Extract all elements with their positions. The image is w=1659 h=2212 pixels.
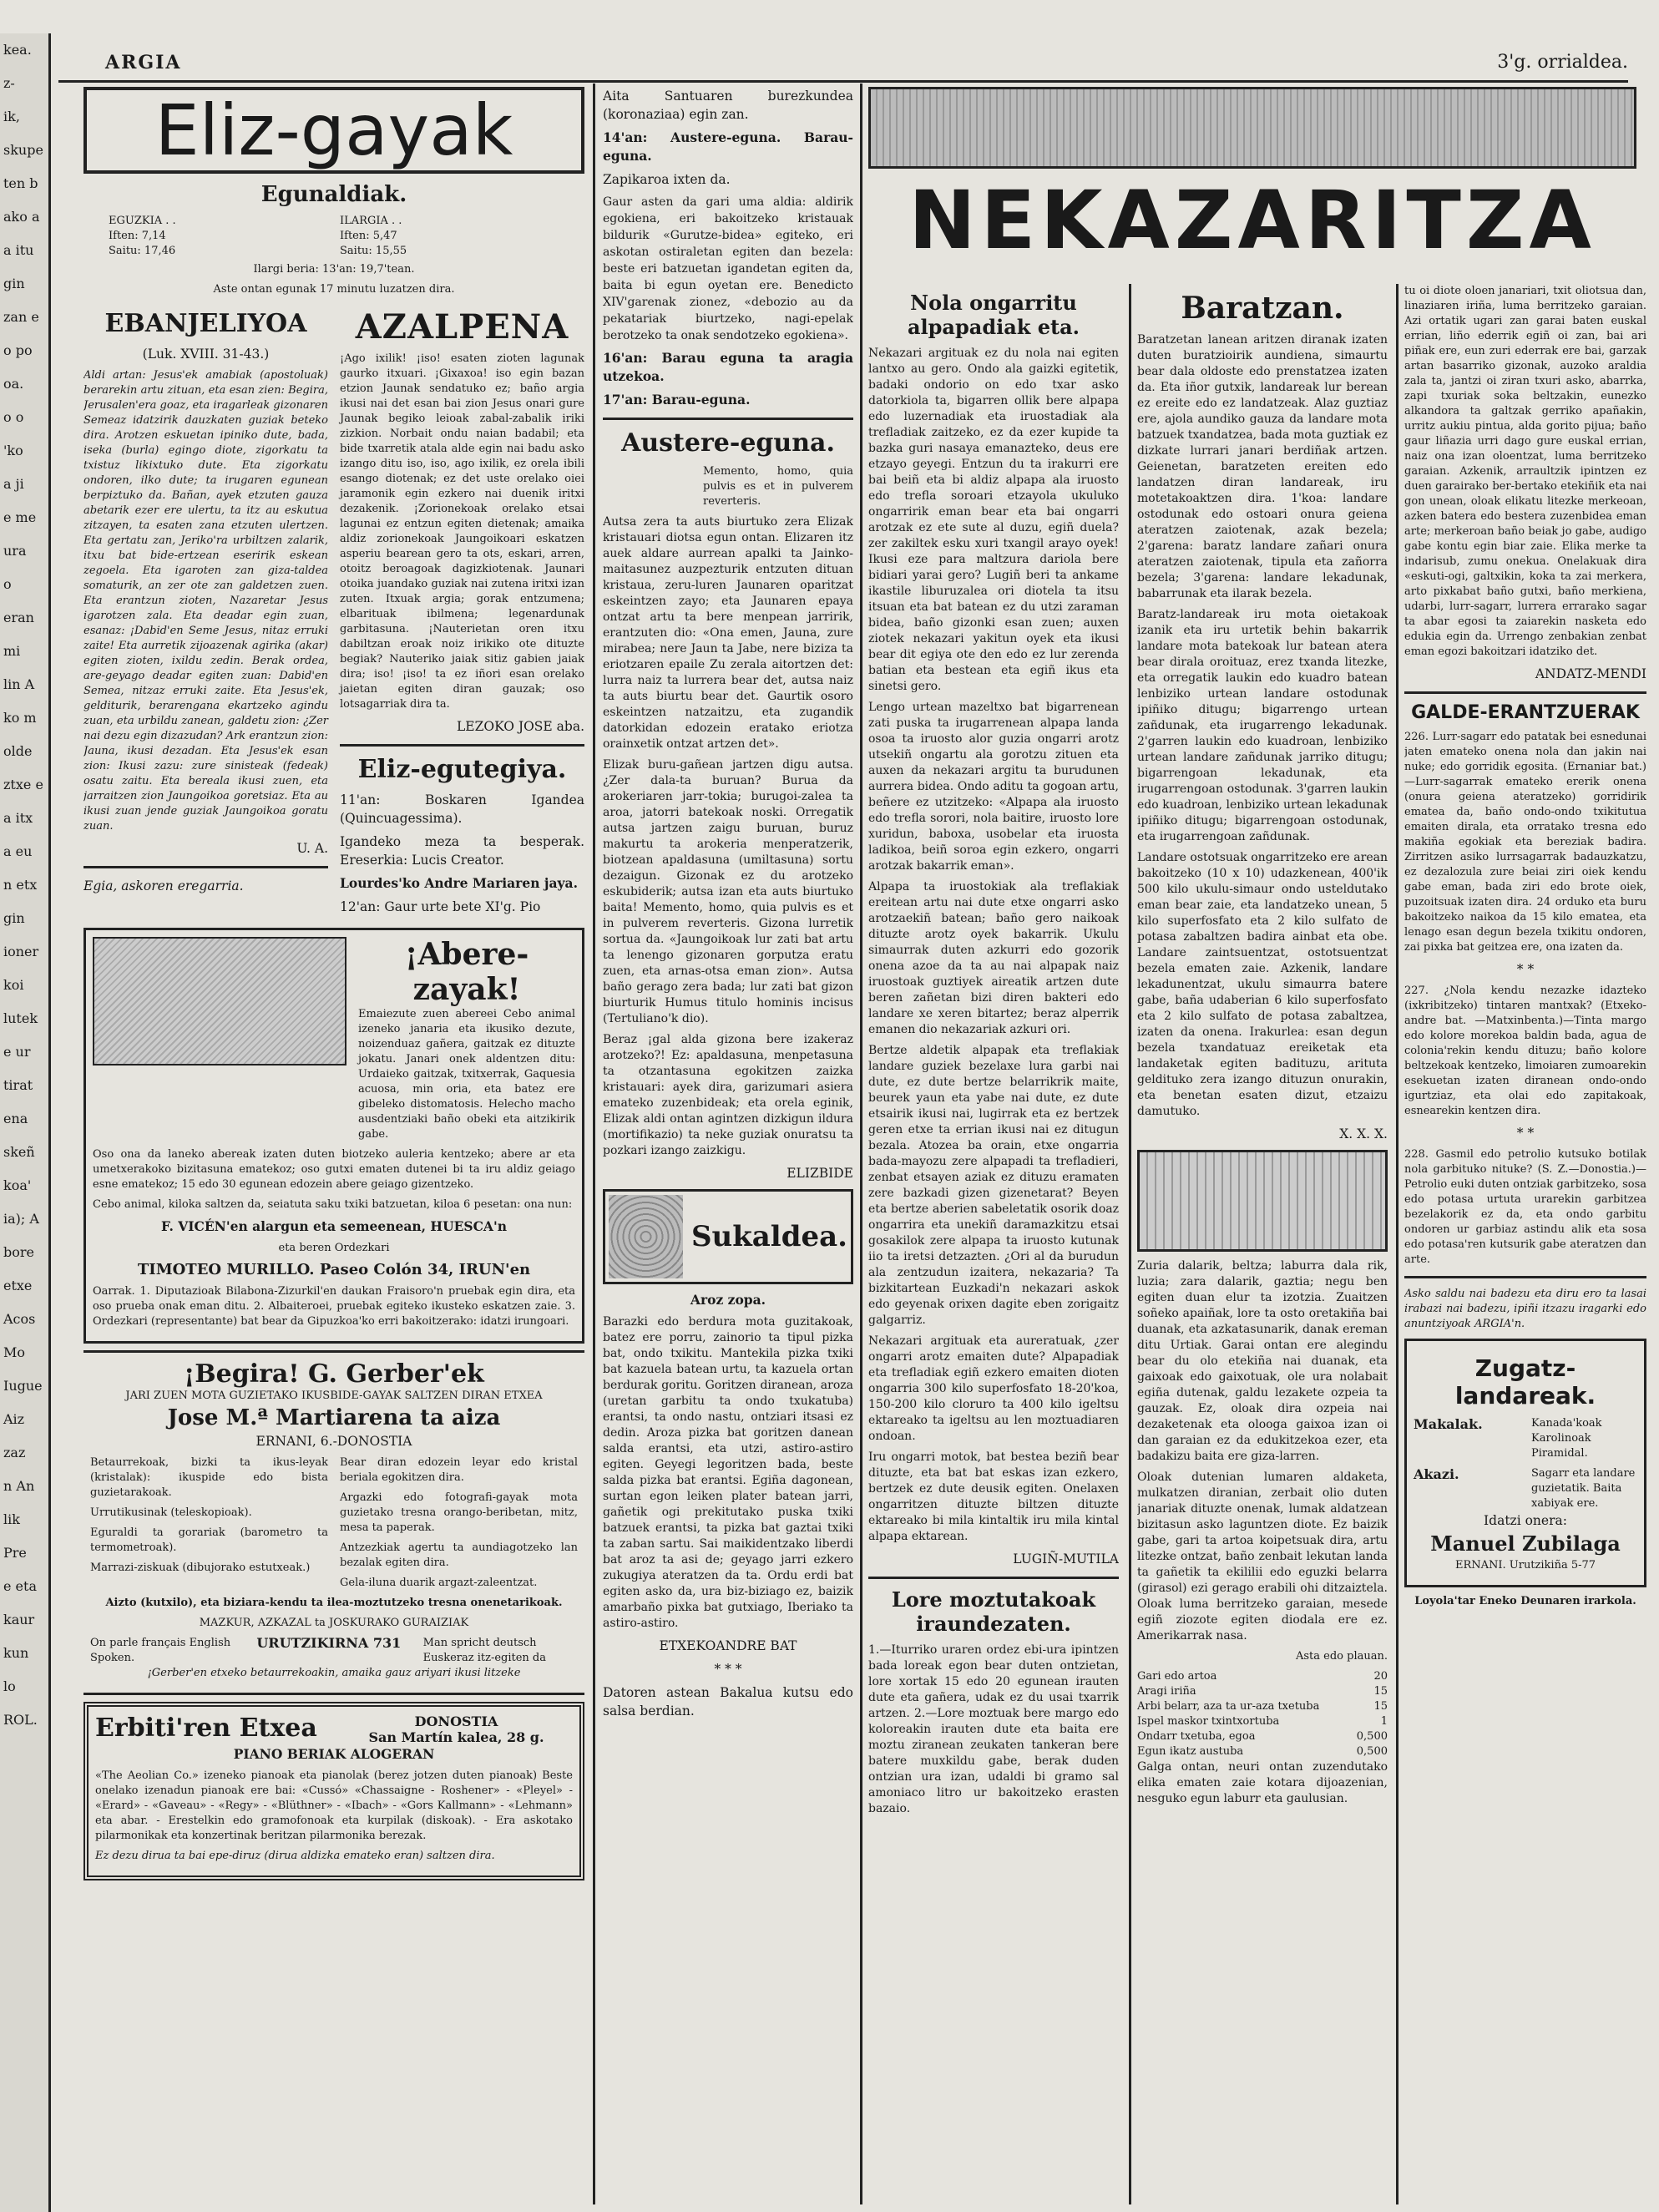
- austere-signature: ELIZBIDE: [787, 1166, 853, 1181]
- gerber-city: ERNANI, 6.-DONOSTIA: [255, 1434, 412, 1449]
- gerber-l4: Marrazi-ziskuak (dibujorako estutxeak.): [90, 1562, 311, 1574]
- baratzan-text2: Baratz-landareak iru mota oietakoak izanik eta iru urtetik behin bakarrik landare mota batekoak lur batean atera bear dirala oroituaz, erez txanda litezke, eta orregatik laukin edo kuadro batean lenbiziko urtean landare ostodunak ipiñiko ditugu; bigarrengo urtean zañdunak, eta irugarrengo lekadunak. 2'garren laukin edo kuadroan, lenbiziko urtean landare zañdunak jarriko ditugu; bigarrengoan lekadunak, eta irugarrengoan ostodunak. 3'garren laukin edo kuadroan, lenbiziko urtean lekadunak ipiñiko ditugu; bigarrengoan ostodunak, eta irugarrengoan zañdunak.: [1137, 608, 1388, 843]
- gerber-onparle: On parle français English Spoken.: [90, 1637, 231, 1664]
- column-rule: [860, 84, 862, 2204]
- erbiti-foot: Ez dezu dirua ta bai epe-diruz (dirua aldizka emateko eran) saltzen dira.: [95, 1850, 495, 1862]
- strip-fragment: lutek: [3, 1010, 38, 1026]
- strip-fragment: n An: [3, 1478, 35, 1494]
- lore-title: Lore moztutakoak iraundezaten.: [891, 1587, 1096, 1636]
- abere-zayak-p1: Oso ona da laneko abereak izaten duten biotzeko auleria kentzeko; abere ar eta umetxerakoko bizitasuna ematekoz; oso gutxi ematen dutenei bi ta iru aldiz geiago esne ematekoz; 15 edo 30 egunean edozein abere geiago gizentzeko.: [93, 1148, 575, 1191]
- egunaldiak-title: Egunaldiak.: [260, 182, 407, 207]
- right-col-3: [1404, 284, 1646, 2196]
- strip-fragment: Aiz: [3, 1411, 25, 1427]
- strip-fragment: oa.: [3, 376, 24, 392]
- zugatz-akazi-desc: Sagarr eta landare guzietatik. Baita xabiyak ere.: [1531, 1467, 1636, 1510]
- strip-fragment: tirat: [3, 1077, 33, 1093]
- oloak-item-value: 0,500: [1356, 1730, 1388, 1743]
- eguna-16: 16'an: Barau eguna ta aragia utzekoa.: [603, 350, 853, 384]
- galde-stars2: * *: [1516, 1126, 1535, 1141]
- sukaldea-title: Sukaldea.: [690, 1220, 847, 1253]
- strip-fragment: a ji: [3, 476, 24, 492]
- strip-fragment: ena: [3, 1111, 28, 1126]
- erbiti-title: Erbiti'ren Etxea: [95, 1713, 317, 1743]
- strip-fragment: gin: [3, 276, 25, 291]
- oloak-table-row: [1137, 1669, 1388, 1684]
- sukaldea-header: [603, 1189, 853, 1284]
- gerber-spricht: Man spricht deutsch Euskeraz itz-egiten da: [422, 1637, 546, 1664]
- strip-fragment: ten b: [3, 175, 38, 191]
- eguna-14b: Zapikaroa ixten da.: [603, 172, 731, 187]
- oloak-text3: Galga ontan, neuri ontan zuzendutako elika ematen zaie kotara dijoazenian, nesguko egun laburr eta gaulusian.: [1137, 1760, 1388, 1805]
- strip-fragment: bore: [3, 1244, 34, 1260]
- cook-illustration: [609, 1195, 683, 1278]
- oloak-item-name: Arbi belarr, aza ta ur-aza txetuba: [1137, 1700, 1320, 1713]
- strip-fragment: kea.: [3, 42, 32, 58]
- column-rule: [593, 84, 595, 2204]
- gerber-seller: Jose M.ª Martiarena ta aiza: [167, 1405, 501, 1430]
- egutegiya-12: 12'an: Gaur urte bete XI'g. Pio: [340, 899, 541, 914]
- strip-fragment: zaz: [3, 1445, 26, 1460]
- strip-fragment: ik,: [3, 109, 20, 124]
- strip-fragment: 'ko: [3, 443, 23, 458]
- austere-text2: Elizak buru-gañean jartzen digu autsa. ¿Zer dala-ta buruan? Burua da arokeriaren jarr-tokia; burugoi-zalea ta aroa, jatorri batekoak noski. Orregatik autsa jartzen zaigu buruan, buruz makurtu ta arokeria menperatzerik, biotzean apaldasuna (umiltasuna) sortu dezaigun. Gizonak ez du arotzeko eskubiderik; autsa izan eta auts biurtuko baita! Memento, homo, quia pulvis es et in pulverem reverteris. Gizona lurretik sortua da. «Jaungoikoak lur zati bat artu ta lenengo gizonaren gorputza eratu zuen, eta arnas-otsa eman zion». Autsa baño gerago zera bada; lur zati bat gizon biurturik Humus titulo hominis incisus (Tertuliano'k dio).: [603, 758, 853, 1025]
- oloak-item-name: Aragi iriña: [1137, 1685, 1196, 1698]
- strip-fragment: o: [3, 576, 12, 592]
- page-header: [58, 47, 1628, 83]
- ilargi-beria: Ilargi beria: 13'an: 19,7'tean.: [253, 263, 415, 276]
- strip-fragment: n etx: [3, 877, 38, 893]
- sun-moon-times: [109, 214, 559, 259]
- strip-fragment: eran: [3, 610, 34, 625]
- newspaper-name: ARGIA: [105, 52, 182, 73]
- strip-fragment: gin: [3, 910, 25, 926]
- eguzkia-iften: Iften: 7,14: [109, 230, 166, 242]
- oloak-continue: tu oi diote oloen janariari, txit oliotsua dan, linaziaren iriña, luma berritzeko garaian. Azi ortatik ugari zan garai baten euskal errian, liño ederrik egiñ oi zan, bai ari piñak ere, eun zuri ederrak ere bai, garzak artan basarriko gizonak, auzoko araldia zala ta, jantzi oi ziran txuri asko, abarrka, zapi txuriak soka beltzakin, eunezko alkandora ta galtzak gerriko apañakin, urritz aukiu pintua, alda gorito pijua; baño gaur liñazia urri dago gure euskal errian, naiz ona izan oloentzat, luma berritzeko garaian. Azkenik, arraultzik ipintzen ez duen garairako ber-bertako etekiñik eta nai gon unean, oloak elikatu litezke merkeoan, azken batera edo bestera zuzenbidea eman arte; merkeroan baño beiak jo gabe, audigo gabe kontu egin biar zaie. Elika merke ta indarisub, zumu onekua. Onelakuak dira «eskuti-ogi, galtxikin, koka ta zai merkera, arto pixkabat baño gutxi, baño merkiena, udarbi, lurr-sagarr, lurrera errarako sagar ta abar egosi ta zaiarekin nasketa edo edukia egin da. Urrengo zenbakian zenbat eman egozi bakoitzari idatziko det.: [1404, 285, 1646, 658]
- cebo-animal-illustration: [93, 937, 346, 1066]
- oloak-item-value: 0,500: [1356, 1745, 1388, 1758]
- zugatz-addr: ERNANI. Urutzikiña 5-77: [1454, 1559, 1596, 1572]
- nekazaritza-masthead: [868, 87, 1636, 296]
- zugatz-ad: [1404, 1339, 1646, 1587]
- strip-fragment: Pre: [3, 1545, 27, 1561]
- abere-zayak-intro: Emaiezute zuen abereei Cebo animal izeneko janaria eta ikusiko dezute, noizenduaz gañera, gaitzak ez dituzte jokatu. Janari onek aldentzen ditu: Urdaieko gaitzak, txitxerrak, Gaquesia acuosa, min oria, eta batez ere gibeleko distomatosis. Helecho macho ausdentziaki baño obeki eta aitzikirik gabe.: [358, 1008, 575, 1141]
- strip-fragment: ztxe e: [3, 777, 43, 792]
- strip-fragment: e me: [3, 509, 37, 525]
- erbiti-city: DONOSTIA: [414, 1713, 498, 1729]
- ordezkari-line: eta beren Ordezkari: [278, 1242, 390, 1254]
- eguna-17: 17'an: Barau-eguna.: [603, 392, 751, 407]
- strip-fragment: skupe: [3, 142, 43, 158]
- azalpena-title: AZALPENA: [355, 307, 569, 347]
- oloak-item-name: Gari edo artoa: [1137, 1670, 1217, 1683]
- austere-text: Autsa zera ta auts biurtuko zera Elizak kristauari diotsa egun ontan. Elizaren itz auek aldare aurrean apalki ta Jainko-maitasunez auzpezturik entzuten dituan kristaua, zeru-luren Jaunaren oparitzat eskeintzen zayo; eta Jaunaren epaya ontzat artu ta bere menpean jarririk, erantzuten dio: «Ona emen, Jauna, zure mirabea; nere Jaun ta Jabe, nere biziza ta eriotzaren epaile Zu zerala aitortzen det: lurra naiz ta lurrera bear det, autsa naiz ta auts biurtu bear det. Gaurtik osoro eskeintzen natzaitzu, eta zugandik datorkidan edozein eratako eriotza orainxetik ontzat artzen det».: [603, 515, 853, 751]
- strip-fragment: Acos: [3, 1311, 36, 1327]
- egia-quote: Egia, askoren eregarria.: [83, 878, 244, 893]
- right-col-2: [1137, 284, 1388, 2196]
- vicen-line: F. VICÉN'en alargun eta semeenean, HUESCA'n: [161, 1218, 507, 1234]
- strip-fragment: ia); A: [3, 1211, 39, 1227]
- ebanjeliyo-signature: U. A.: [296, 841, 328, 856]
- strip-fragment: Mo: [3, 1344, 26, 1360]
- left-column: [83, 87, 584, 2199]
- oloak-table-row: [1137, 1744, 1388, 1759]
- gerber-title: ¡Begira! G. Gerber'ek: [184, 1359, 484, 1389]
- oloak-illustration: [1137, 1150, 1388, 1252]
- zugatz-idatzi: Idatzi onera:: [1484, 1513, 1567, 1528]
- eliz-gayak-logo: Eliz-gayak: [83, 87, 584, 174]
- strip-fragment: etxe: [3, 1278, 33, 1293]
- ongarritu-title: Nola ongarritu alpapadiak eta.: [907, 291, 1080, 339]
- galde-ask: Asko saldu nai badezu eta diru ero ta lasai irabazi nai badezu, ipiñi itzazu iragarki edo anuntziyoak ARGIA'n.: [1404, 1288, 1646, 1330]
- abere-zayak-title: ¡Abere-zayak!: [404, 937, 529, 1007]
- sukaldea-sub: Aroz zopa.: [690, 1292, 766, 1308]
- strip-fragment: z-: [3, 75, 15, 91]
- gaur-text: Gaur asten da gari uma aldia: aldirik egokiena, eri bakoitzeko kristauak bildurik «Gurutze-bidea» egiteko, eri askotan ostiraletan egiten dan bezela: beste eri batzuetan igandetan egiten da, baita bi egun oyetan ere. Benedicto XIV'garenak zionez, «debozio au da pekatariak biurtzeko, nagi-epelak berotzeko ta onak sendotzeko egokiena».: [603, 195, 853, 342]
- strip-fragment: Iugue: [3, 1378, 43, 1394]
- abere-zayak-p2: Cebo animal, kiloka saltzen da, seiatuta saku txiki batzuetan, kiloa 6 pesetan: ona nun:: [93, 1198, 573, 1211]
- gerber-r1: Bear diran edozein leyar edo kristal beriala egokitzen dira.: [340, 1456, 578, 1484]
- ongarritu-text6: Iru ongarri motok, bat bestea beziñ bear dituzte, eta bat bat eskas izan ezkero, bertzek ez dute deusik egiten. Onelaxen ongarritzen dituzte biltzen dituzte ektareako bi mila kintaltik iru mila kintal alpapa ektarean.: [868, 1450, 1119, 1543]
- baratzan-title: Baratzan.: [1181, 291, 1344, 326]
- strip-fragment: skeñ: [3, 1144, 35, 1160]
- sukaldea-stars: * * *: [714, 1662, 742, 1677]
- strip-fragment: zan e: [3, 309, 39, 325]
- abere-zayak-ad: [83, 928, 584, 1344]
- gerber-sub: JARI ZUEN MOTA GUZIETAKO IKUSBIDE-GAYAK SALTZEN DIRAN ETXEA: [125, 1389, 543, 1402]
- ebanjeliyo-ref: (Luk. XVIII. 31-43.): [142, 347, 270, 362]
- strip-fragment: ko m: [3, 710, 37, 726]
- ilargia-label: ILARGIA . .: [340, 215, 402, 227]
- strip-fragment: olde: [3, 743, 33, 759]
- gerber-r3: Antzezkiak agertu ta aundiagotzeko lan bezalak egiten dira.: [340, 1541, 578, 1569]
- page-number: 3'g. orrialdea.: [1497, 52, 1628, 73]
- ebanjeliyo-title: EBANJELIYOA: [104, 309, 307, 338]
- egutegiya-11: 11'an: Boskaren Igandea (Quincuagessima).: [340, 792, 584, 826]
- andatz-signature: ANDATZ-MENDI: [1535, 666, 1646, 681]
- strip-fragment: ioner: [3, 944, 39, 959]
- ongarritu-text5: Nekazari argituak eta aureratuak, ¿zer ongarri arotz emaiten dute? Alpapadiak eta trefladiak egiñ ezkero emaiten dioten ongarria 300 kilo superfosfato 18-20'koa, 150-200 kilo cloruro ta 400 kilo igeltsu ektareako ta igeltsu au len moztuadiaren ondoan.: [868, 1334, 1119, 1443]
- strip-fragment: a eu: [3, 843, 33, 859]
- ongarritu-signature: LUGIÑ-MUTILA: [1013, 1551, 1119, 1567]
- abere-zayak-notes: Oarrak. 1. Diputazioak Bilabona-Zizurkil'en daukan Fraisoro'n pruebak egin dira, eta oso prueba onak eman ditu. 2. Albaiteroei, pruebak egiteko ikusteko eskatzen zaie. 3. Ordezkari (representante) bat bear da Gipuzkoa'ko erri bakoitzerako: idatzi irungoari.: [93, 1285, 575, 1328]
- zugatz-name: Manuel Zubilaga: [1430, 1531, 1621, 1556]
- strip-fragment: mi: [3, 643, 21, 659]
- erbiti-text: «The Aeolian Co.» izeneko pianoak eta pianolak (berez jotzen duten pianoak) Beste onelako izenadun pianoak ere bai: «Cussó» «Chassaigne - Roshener» - «Pleyel» - «Erard» - «Gaveau» - «Regy» - «Blüthner» - «Ibach» - «Gors Kallmann» - «Lehmann» eta abar. - Erestelkin edo gramofonoak eta kurpilak (diskoak). - Era askotako pilarmonikak eta konzertinak beritzan pilarmonika berezak.: [95, 1769, 573, 1842]
- oloak-item-name: Egun ikatz austuba: [1137, 1745, 1244, 1758]
- austere-motto: Memento, homo, quia pulvis es et in pulverem reverteris.: [703, 465, 853, 508]
- oloak-item-name: Ondarr txetuba, egoa: [1137, 1730, 1256, 1743]
- right-col-1: [868, 284, 1119, 2196]
- eguzkia-saitu: Saitu: 17,46: [109, 245, 176, 257]
- gerber-l1: Betaurrekoak, bizki ta ikus-leyak (kristalak): ikuspide edo bista guzietarakoak.: [90, 1456, 328, 1499]
- gerber-foot: ¡Gerber'en etxeko betaurrekoakin, amaika gauz ariyari ikusi litzeke: [147, 1667, 521, 1679]
- erbiti-ad: [83, 1702, 584, 1880]
- egutegiya-lourdes: Lourdes'ko Andre Mariaren jaya.: [340, 875, 578, 891]
- farm-illustration: [868, 87, 1636, 169]
- gerber-r4: Gela-iluna duarik argazt-zaleentzat.: [340, 1577, 538, 1589]
- oloak-table: [1137, 1669, 1388, 1759]
- zugatz-title: Zugatz-landareak.: [1454, 1354, 1596, 1410]
- gerber-r2: Argazki edo fotografi-gayak mota guzietako tresna orango-beribetan, mitz, mesa ta paperak.: [340, 1491, 578, 1534]
- strip-fragment: ROL.: [3, 1712, 38, 1728]
- gerber-l2: Urrutikusinak (teleskopioak).: [90, 1506, 252, 1519]
- strip-fragment: a itu: [3, 242, 34, 258]
- gerber-phone: URUTZIKIRNA 731: [256, 1635, 402, 1651]
- lore-text: 1.—Iturriko uraren ordez ebi-ura ipintzen bada loreak egon bear duten ontzietan, lore xortak 15 edo 20 egunean irauten dute eta gañera, udak ez du usai txarrik artzen. 2.—Lore moztuak bere margo edo koloreakin irauten dute eta baita ere moztu ziranean zeukaten tankeran bere batere muxkildu gabe, berak duden ontzian ura izan, udaldi bi gramo sal amoniaco litro ur bakoitzeko erasten bazaio.: [868, 1643, 1119, 1815]
- oloak-item-name: Ispel maskor txintxortuba: [1137, 1715, 1280, 1728]
- ongarritu-text4: Bertze aldetik alpapak eta treflakiak landare guziek bezelaxe lura garbi nai dute, ez dute bertze belarrikrik maite, beurek yaun eta yabe nai dute, ez dute etsairik ikusi nai, lugirrak eta ez bertzek geren etxe ta errian ikusi nai ez ditugun bezala. Atozea ba orain, etxe ongarria bada-mayozu zere alpapadi ta trefladieri, zenbat etsayen aziak ez dituzu eramaten zere bazkadi gizen gizenetarat? Beyen eta bertze aberien sabeletatik osorik doaz ongarrira eta unekiñ daramazkitzu etsai gosakilok zere alpapa ta iruosto kutunak iio ta iretsi detzazten. ¿Ori al da burudun ala zentzudun izaitera, nekazaria? Ta bizkitartean Euzkadi'n nekazari askok edo geyenak orixen dagite eben zorigaitz galgarriz.: [868, 1044, 1119, 1327]
- nekazaritza-title: NEKAZARITZA: [908, 174, 1596, 267]
- strip-fragment: o o: [3, 409, 24, 425]
- middle-column: [603, 87, 853, 2199]
- murillo-line: TIMOTEO MURILLO. Paseo Colón 34, IRUN'en: [137, 1261, 531, 1278]
- galde-stars1: * *: [1516, 962, 1535, 977]
- oloak-table-row: [1137, 1729, 1388, 1744]
- ilargia-iften: Iften: 5,47: [340, 230, 397, 242]
- erbiti-street: San Martín kalea, 28 g.: [368, 1729, 544, 1745]
- gerber-ad: [83, 1350, 584, 1695]
- austere-text3: Beraz ¡gal alda gizona bere izakeraz arotzeko?! Ez: apaldasuna, menpetasuna ta otzantasuna egokitzen zaizka kristauari: ayek dira, garizumari asiera emateko zuzenbideak; eta orela eginik, Elizak aldi ontan agintzen dizkigun ildura (mortifikazio) ta neke guziak onuratsu ta pozkari izango zaizkigu.: [603, 1033, 853, 1157]
- egutegiya-ereserkia: Igandeko meza ta besperak. Ereserkia: Lucis Creator.: [340, 834, 584, 868]
- strip-fragment: koi: [3, 977, 24, 993]
- strip-fragment: koa': [3, 1177, 32, 1193]
- strip-fragment: lo: [3, 1678, 16, 1694]
- strip-fragment: e ur: [3, 1044, 31, 1060]
- previous-page-strip: [0, 33, 51, 2212]
- zugatz-makalak: Makalak.: [1414, 1416, 1483, 1432]
- egutegiya-title: Eliz-egutegiya.: [357, 755, 567, 784]
- oloak-item-value: 1: [1380, 1715, 1388, 1728]
- erbiti-piano: PIANO BERIAK ALOGERAN: [233, 1746, 435, 1762]
- oloak-table-row: [1137, 1714, 1388, 1729]
- gerber-l3: Eguraldi ta gorariak (barometro ta termometroak).: [90, 1526, 328, 1554]
- ongarritu-text2: Lengo urtean mazeltxo bat bigarrenean zati puska ta irugarrenean alpapa landa osoa ta iruosto alor guzia ongarri arotz utsekiñ ongartu ala gorotzu zituen eta auxen da nekazari argitu ta burudunen aurrera bidea. Ondo aditu ta gogoan artu, beñere ez utzitzeko: «Alpapa ala iruosto edo trefla sorori, nola baitire, iruosto lore xuridun, baboxa, usobelar eta iruosta ladikoa, beiñ soroa egin ezkero, ongarri arotzak bakarrik eman».: [868, 701, 1119, 873]
- sukaldea-text: Barazki edo berdura mota guzitakoak, batez ere porru, zainorio ta tipul pizka bat, ondo txikitu. Mantekila pizka txiki bat kazuela batean urtu, ta kazuela ortan berdurak goritu. Goritzen diranean, aroza (uretan garbitu ta ondo txukatuba) erantsi, ta ondo nastu, ontziari itsasi ez dedin. Aroza pizka bat goritzen danean salda erantsi, eta utzi, astiro-astiro egiten. Geyegi legoritzen bada, beste salda pizka bat erantsi. Egiña dagonean, surtan egon leiken plater batean jarri, gañetik ogi prekitutako puska txiki batzuek erantsi, ta pizka bat gaztai txiki ta zaban sartu. Sai maikidentzako liberdi bat aroz ta asi de; geyago jarri ezkero zukugiya ateratzen da ta. Ordu erdi bat egiten asko da, ura biz-biziago ez, baizik amarbaño pixka bat gutxiago, Iberiako ta astiro-astiro.: [603, 1315, 853, 1630]
- ebanjeliyo-text: Aldi artan: Jesus'ek amabiak (apostoluak) berarekin artu zituan, eta esan zien: Begira, Jerusalen'era goaz, eta iragarleak gizonaren Semeaz idatzirik dauzkaten guziak beteko dira. Arotzen eskuetan ipiniko dute, bada, iseka (burla) egingo diote, zigorkatu ta txistuz likixtuko dute. Eta zigorkatu ondoren, ilko dute; ta irugaren egunean berpiztuko da. Bañan, ayek etzuten gauza abetarik ezer ere ulertu, ta itz au eskutua zitzayen, ta esaten zana etzuten ulertzen. Eta gertatu zan, Jeriko'ra urbiltzen zalarik, itxu bat bide-ertzean eseririk eskean zegoela. Eta igaroten zan giza-taldea somaturik, an zer ote zan galdetzen zuen. Eta erantzun zioten, Nazaretar Jesus igarotzen zala. Eta deadar egin zuan, esanaz: ¡Dabid'en Seme Jesus, nitaz erruki zaite! Eta aurretik zijoazenak agirika (akar) egiten zioten, ixildu zedin. Berak ordea, are-geyago deadar egiten zuan: Dabid'en Semea, nitzaz erruki zaite. Eta Jesus'ek, gelditurik, berarengana ekartzeko agindu zuan, eta urbildu zanean, galdetu zion: ¿Zer nai dezu egin dizazudan? Ark erantzun zion: Jauna, ikusi dezadan. Eta Jesus'ek esan zion: Ikusi zazu: zure sinisteak (fedeak) osatu zaitu. Eta bereala ikusi zuen, eta jarraitzen zion Jaungoikoa goretsiaz. Eta au ikusi zuan jende guziak Jaungoikoa goratu zuan.: [83, 369, 328, 833]
- column-rule: [1396, 284, 1399, 2204]
- zugatz-makal-desc: Kanada'koak Karolinoak Piramidal.: [1531, 1417, 1602, 1460]
- baratzan-text3: Landare ostotsuak ongarritzeko ere arean bakoitzeko (10 x 10) udazkenean, 400'ik 500 kilo ukulu-simaur ondo usteldutako eman bear zaie, eta landatzeko unean, 5 kilo superfosfato eta 2 kilo sulfato de potasa zabaltzen badira ainbat eta obe. Landare zaintsuentzat, ostotsuentzat bezela ematen zaie. Azkenik, landare lekadunentzat, ukulu simaurra batere gabe, baña udaberian 6 kilo superfosfato eta 2 kilo sulfato de potasa zabaltzea, izaten da onena. Irakurlea: esan degun bezela txandatuaz ereiketak eta landaketak egiten badituzu, arituta geldituko zera izango dituzun onurakin, eta benetan esaten dizut, etzaizu damutuko.: [1137, 851, 1388, 1118]
- strip-fragment: lin A: [3, 676, 35, 692]
- oloak-text2: Oloak dutenian lumaren aldaketa, mulkatzen diranian, zerbait olio duten janariak dituzte onenak, lumak aldatzean bizitasun asko laguntzen diote. Ez baizik gabe, gari ta artoa koipetsuak dira, artu litezke ontzat, baño zenbait lekutan landa ta gañetik ta ekililii edo eguzki belarra (girasol) ezi gerago erabili ohi ditzaiztela. Oloak luma berritzeko garaian, mesede egiñ ziozote egiten diodala ere ez. Amerikarrak nasa.: [1137, 1470, 1388, 1643]
- eguzkia-label: EGUZKIA . .: [109, 215, 176, 227]
- gerber-mazkur: MAZKUR, AZKAZAL ta JOSKURAKO GURAIZIAK: [199, 1617, 469, 1629]
- strip-fragment: kaur: [3, 1612, 35, 1627]
- oloak-table-row: [1137, 1699, 1388, 1714]
- oloak-item-value: 15: [1373, 1700, 1388, 1713]
- sukaldea-last: Datoren astean Bakalua kutsu edo salsa berdian.: [603, 1685, 853, 1718]
- oloak-table-row: [1137, 1684, 1388, 1699]
- strip-fragment: ako a: [3, 209, 40, 225]
- galde-228: 228. Gasmil edo petrolio kutsuko botilak nola garbituko nituke? (S. Z.—Donostia.)—Petrolio euki duten ontziak garbitzeko, sosa edo potasa urtuta urarekin garbitzea bezelakorik ez da, eta ondo garbitu ondoren ur garbiaz astindu alik eta sosa edo potasa'ren kutsurik gabe ateratzen dan arte.: [1404, 1148, 1646, 1266]
- strip-fragment: a itx: [3, 810, 33, 826]
- galde-title: GALDE-ERANTZUERAK: [1411, 702, 1640, 723]
- strip-fragment: e eta: [3, 1578, 37, 1594]
- gerber-aizto: Aizto (kutxilo), eta biziara-kendu ta ilea-moztutzeko tresna onenetarikoak.: [105, 1597, 563, 1609]
- strip-fragment: ura: [3, 543, 27, 559]
- galde-227: 227. ¿Nola kendu nezazke idazteko (ixkribitzeko) tintaren mantxak? (Etxeko-andre bat. —Matxinbenta.)—Tinta margo edo kolore morekoa baldin bada, agua de colonia'rekin kendu dituzu; baño kolore beltzekoak kentzeko, limoiaren zumoarekin esekuetan izaten diranean ondo-ondo igurtziaz, eta olai edo zapitakoak, esnearekin kentzen dira.: [1404, 985, 1646, 1117]
- oloak-text: Zuria dalarik, beltza; laburra dala rik, luzia; zara dalarik, gaztia; negu ben egiten duan elur ta izotzia. Zuaitzen soñeko apaiñak, lore ta osto oretakiña bai duanak, eta azkatasunarik, danak ereman ditu Urtiak. Garai ontan ere alegindu bear du olo etekiña nai duanak, eta gaixoak edo gaixotuak, ole ura nolabait egiña dutenak, galdu lezakete ozpeia ta gauzak. Ez, oloak dira ozpeia nai dezaketenak eta olooga gaixoa izan oi dan garaian ez da edukitzekoa ezer, eta badakizu baita ere giza-larren.: [1137, 1259, 1388, 1463]
- austere-title: Austere-eguna.: [621, 428, 835, 458]
- oloak-item-value: 20: [1373, 1670, 1388, 1683]
- baratzan-signature: X. X. X.: [1339, 1126, 1388, 1141]
- printer-foot: Loyola'tar Eneko Deunaren irarkola.: [1414, 1595, 1636, 1607]
- ongarritu-text3: Alpapa ta iruostokiak ala treflakiak ereitean artu nai dute etxe ongarri asko arotzaekiñ batean; baño gero naikoak dituzte arotz oyek bakarrik. Ukulu simaurrak duten azkurri edo gozorik onena azoe da ta au nai alpapak naiz iruostoak guztiyek aireatik artzen dute beren zañetan bizi diren bakteri edo landare xe xeren bitartez; beraz alperrik emanen dio nekazariak azkuri ori.: [868, 880, 1119, 1036]
- baratzan-text: Baratzetan lanean aritzen diranak izaten duten buratzioirik aundiena, simaurtu bear dala oldoste edo prenstatzea izaten da. Eta iñor gutxik, landareak lur berean ez ereite edo ez landatzeak. Alaz guztiaz ere, ajola aundiko gauza da landare mota batzuek txandatzea, bada mota guztiak ez dizkate lurrari janari berdiñak artzen. Geienetan, baratzeten ereiten edo landatzen diran landareak, iru motetakoaktzen dira. 1'koa: landare ostodunak edo ostoari onura geiena ateratzen zaiotenak, azak bezela; 2'garena: baratz landare zañari onura ateratzen zaiotenak, tipula eta zañorra bezela; 3'garena: landare lekadunak, babarrunak eta ilarak bezela.: [1137, 333, 1388, 600]
- eguna-14: 14'an: Austere-eguna. Barau-eguna.: [603, 129, 853, 164]
- strip-fragment: o po: [3, 342, 33, 358]
- aste-note: Aste ontan egunak 17 minutu luzatzen dira.: [213, 283, 455, 296]
- oloak-item-value: 15: [1373, 1685, 1388, 1698]
- eguna-top: Aita Santuaren burezkundea (koronaziaa) egin zan.: [603, 89, 853, 122]
- strip-fragment: lik: [3, 1511, 20, 1527]
- ongarritu-text: Nekazari argituak ez du nola nai egiten lantxo au gero. Ondo ala gaizki egitetik, badaki ondorio on edo txar asko datorkiola ta, bigarren ollik bere alpapa edo luzernadiak eta iruostadiak ala trefladiak zaitzeko, ez da ezer kupide ta bazka guri nasaya emanazteko, deus ere etzayo geyegi. Entzun du ta irakurri ere bai beiñ eta bi aldiz alpapa ala iruosto edo trefla soroari etzayola ukuluko ongarririk eman bear eta bai ongarri arotzak ez ete sute al duzu, egiñ duela? zer zakiltek esku xuri txangil arayo oyek! Ikusi eze para maltzura dariola bere bidiari yarai gero? Lugiñ beri ta ankame ikastile liburuzalea ori diotela ta itsu itsuan eta bat batean ez du utzi zaraman bidea, baño gizonki esan zuen; auxen ziotek nekazari yakitun oyek eta ikusi bear dit egiya ote den edo ez lur zerenda batian eta bestean eta egiñ ikus eta sinetsi gero.: [868, 347, 1119, 693]
- zugatz-akazi: Akazi.: [1414, 1466, 1459, 1482]
- column-rule: [1129, 284, 1131, 2204]
- strip-fragment: kun: [3, 1645, 29, 1661]
- galde-226: 226. Lurr-sagarr edo patatak bei esnedunai jaten emateko onena nola dan jakin nai nuke; edo gorridik egosita. (Ernaniar bat.)—Lurr-sagarrak emateko ererik onena (onura geiena ateratzeko) gorridirik ematea da, baño ondo-ondo txikitutua emaiten dirala, eta orratako tresna edo makiña egokiak eta bereziak badira. Zirritzen asiko lurrsagarrak badauzkatzu, ez dezalozula zure beiai ziri oiek kendu gabe eman, bada ziri edo brote oiek, puzoitsuak izaten dira. 24 orduko eta buru bakoitzeko naikoa da 15 kilo ematea, eta lenago esan degun bezela txikitu ondoren, zai pixka bat geitzea ere, ona izaten da.: [1404, 731, 1646, 954]
- azalpena-text: ¡Ago ixilik! ¡iso! esaten zioten lagunak gaurko itxuari. ¡Gixaxoa! iso egin bazan etzion Jaunak sendatuko ez; baño argia ikusi nai det esan bai zion Jesus onari gure Jaunak begiko leioak zabal-zabalik iriki zizkion. Norbait ondu naian badabil; eta bide txarretik atala alde egin nai badu asko izango ditu iso, iso, ago ixilik, ez orela ibili esango diotenak; ez det uste orelako oiei jaramonik egin ezkero nai duenik iritxi dezakenik. ¡Zorionekoak orelako etsai lagunai ez entzun egiten dietenak; amaika aldiz zorionekoak Jaungoikoari eskatzen asperiu bearean gero ta ots, eskari, arren, otoitz beroagoak dagizkiotenak. Jaunari otoika juandako guziak nai zutena iritxi izan zuten. Itxuak argia; gorak entzumena; elbarituak ibilmena; legenardunak garbitasuna. ¡Nauterietan oren itxu dabiltzan eroak noiz irikiko ote dituzte begiak? Nauteriko jaiak sitiz gabien jaiak dira; iso! ¡iso! ta ez iñori esan orelako jaietan egiten diran gauzak; oso lotsagarriak dira ta.: [340, 352, 584, 711]
- oloak-table-title: Asta edo plauan.: [1296, 1650, 1388, 1663]
- ilargia-saitu: Saitu: 15,55: [340, 245, 407, 257]
- azalpena-signature: LEZOKO JOSE aba.: [457, 719, 584, 734]
- sukaldea-signature: ETXEKOANDRE BAT: [659, 1638, 797, 1653]
